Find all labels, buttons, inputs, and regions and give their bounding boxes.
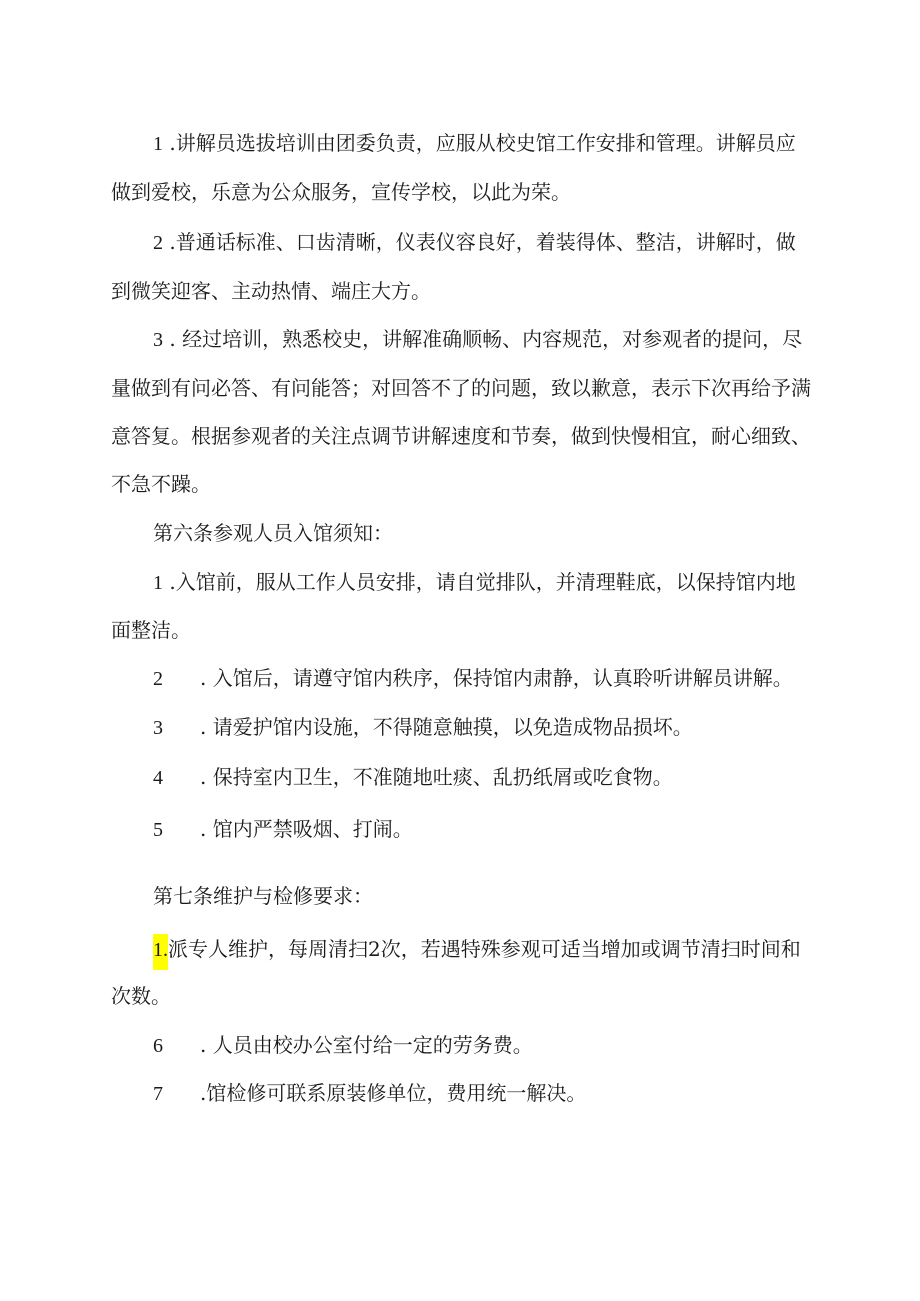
sec6-heading: 第六条参观人员入馆须知： [153,521,393,545]
sec5-item3-text: . 经过培训，熟悉校史，讲解准确顺畅、内容规范，对参观者的提问，尽 [169,327,803,351]
sec7-item1-text: 派专人维护，每周清扫2次，若遇特殊参观可适当增加或调节清扫时间和 [168,937,801,961]
sec5-item2-number: 2 [153,232,163,254]
sec5-item1-line2: 做到爱校，乐意为公众服务，宣传学校，以此为荣。 [111,180,571,204]
sec6-item5-number: 5 [153,819,163,841]
sec6-item5-text: . 馆内严禁吸烟、打闹。 [200,817,413,841]
sec6-item4 [153,765,673,790]
sec6-item3-number: 3 [153,717,163,739]
sec6-item2-number: 2 [153,668,163,690]
sec6-item2-text: . 入馆后，请遵守馆内秩序，保持馆内肃静，认真聆听讲解员讲解。 [200,666,793,690]
sec5-item2-text: .普通话标准、口齿清晰，仪表仪容良好，着装得体、整洁，讲解时，做 [169,230,796,254]
sec5-item3-line2: 量做到有问必答、有问能答；对回答不了的问题，致以歉意，表示下次再给予满 [111,376,811,400]
sec7-item7 [153,1081,586,1106]
sec6-item5 [153,817,413,842]
sec7-item6-text: . 人员由校办公室付给一定的劳务费。 [200,1033,533,1057]
sec7-heading: 第七条维护与检修要求： [153,884,373,908]
sec7-item1-highlighted-number: 1. [153,934,168,970]
sec5-item3-line4: 不急不躁。 [111,472,211,496]
sec6-item1-line1 [153,570,796,595]
sec5-item3-number: 3 [153,329,163,351]
sec7-item6 [153,1033,533,1058]
sec6-item3 [153,715,693,740]
sec5-item1-line1 [153,131,796,156]
sec5-item2-line1 [153,230,796,255]
sec7-item1-line2: 次数。 [111,984,171,1008]
sec7-item7-number: 7 [153,1083,163,1105]
sec5-item1-text: .讲解员选拔培训由团委负责，应服从校史馆工作安排和管理。讲解员应 [169,131,796,155]
sec6-item1-line2: 面整洁。 [111,618,191,642]
sec7-item6-number: 6 [153,1035,163,1057]
sec6-item1-number: 1 [153,572,163,594]
sec7-item7-text: .馆检修可联系原装修单位，费用统一解决。 [200,1081,587,1105]
sec6-item4-text: . 保持室内卫生，不准随地吐痰、乱扔纸屑或吃食物。 [200,765,673,789]
sec6-item3-text: . 请爱护馆内设施，不得随意触摸，以免造成物品损坏。 [200,715,693,739]
sec5-item1-number: 1 [153,133,163,155]
sec6-item1-text: .入馆前，服从工作人员安排，请自觉排队，并清理鞋底，以保持馆内地 [169,570,796,594]
sec5-item3-line3: 意答复。根据参观者的关注点调节讲解速度和节奏，做到快慢相宜，耐心细致、 [111,424,811,448]
sec6-item2 [153,666,793,691]
sec5-item2-line2: 到微笑迎客、主动热情、端庄大方。 [111,279,431,303]
sec6-item4-number: 4 [153,767,163,789]
sec7-item1-line1 [153,934,801,970]
sec5-item3-line1 [153,327,802,352]
